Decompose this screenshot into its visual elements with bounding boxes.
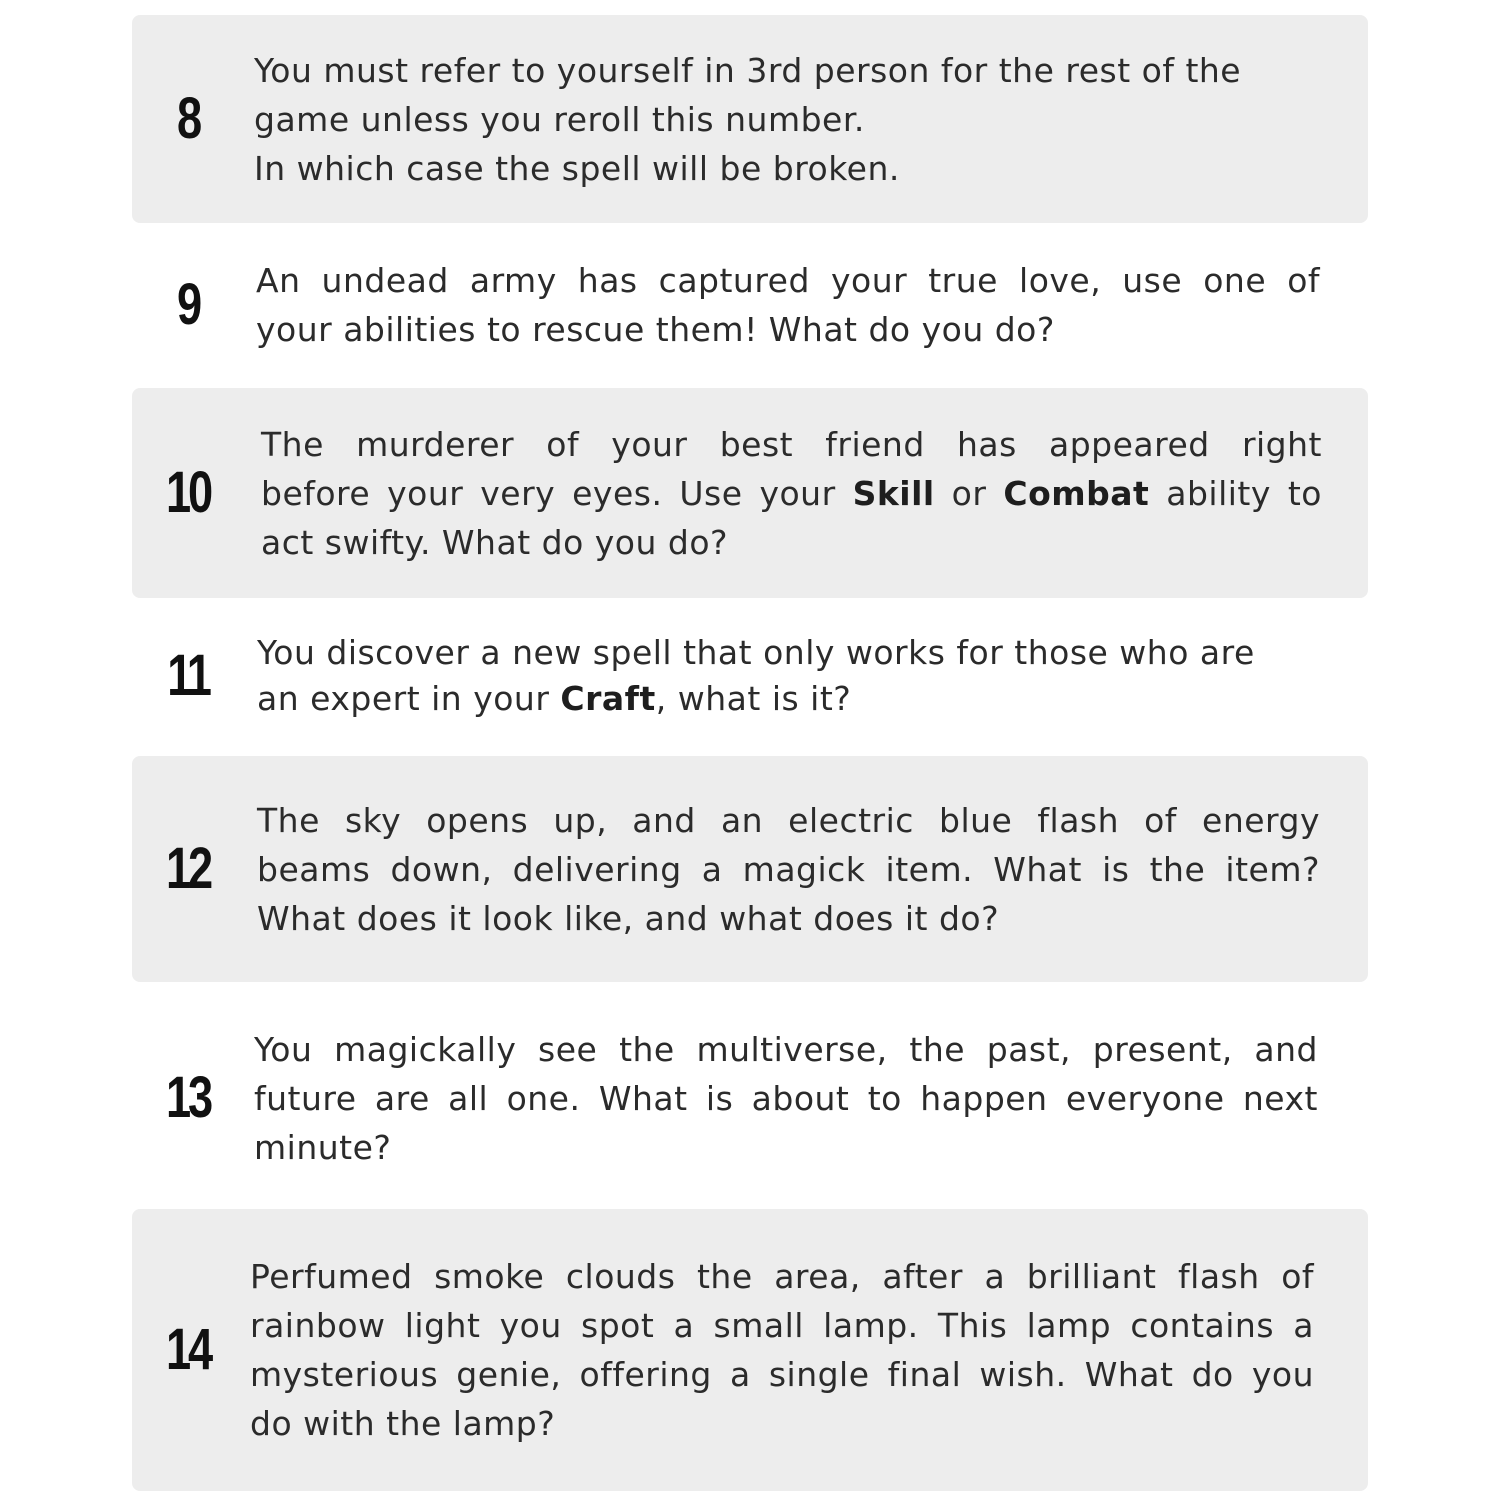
entry-text (254, 1000, 1318, 1196)
craft-keyword: Craft (560, 679, 656, 718)
entry-number: 8 (176, 86, 200, 151)
entry-line: Perfumed smoke clouds the area, after a brilliant flash of (250, 1257, 1314, 1296)
entry-line: game unless you reroll this number. (254, 99, 865, 139)
entry-number: 14 (165, 1317, 211, 1382)
entry-8 (132, 15, 1368, 223)
entry-line: An undead army has captured your true love, use one of (256, 261, 1320, 300)
entry-13 (132, 1000, 1368, 1196)
entry-line: The murderer of your best friend has appeared right (261, 424, 1322, 464)
entry-line: do with the lamp? (250, 1404, 556, 1443)
entry-number: 11 (167, 643, 209, 708)
entry-line: In which case the spell will be broken. (254, 148, 900, 188)
entry-line: rainbow light you spot a small lamp. This lamp contains a (250, 1306, 1314, 1345)
entry-line: The sky opens up, and an electric blue flash of energy (257, 800, 1320, 840)
entry-line: act swifty. What do you do? (261, 522, 729, 562)
entry-text (257, 612, 1322, 740)
entry-text (257, 756, 1320, 982)
entry-line: before your very eyes. Use your Skill or Combat ability to (261, 473, 1322, 513)
entry-line: You magickally see the multiverse, the past, present, and (254, 1029, 1318, 1069)
entry-11 (132, 612, 1368, 740)
entry-line: What does it look like, and what does it do? (257, 898, 1000, 938)
entry-line: beams down, delivering a magick item. What is the item? (257, 849, 1320, 889)
entry-line: future are all one. What is about to happen everyone next (254, 1078, 1318, 1118)
entry-number: 12 (165, 836, 211, 901)
combat-keyword: Combat (1003, 473, 1150, 513)
entry-line: You must refer to yourself in 3rd person for the rest of the (254, 50, 1242, 90)
entry-text (261, 388, 1322, 598)
entry-number: 10 (165, 460, 211, 525)
entry-12 (132, 756, 1368, 982)
entry-text (250, 1209, 1314, 1491)
entry-9 (132, 237, 1368, 373)
entry-text (254, 15, 1319, 223)
entry-line: an expert in your Craft, what is it? (257, 679, 852, 718)
entry-line: mysterious genie, offering a single final wish. What do you (250, 1355, 1314, 1394)
entry-line: your abilities to rescue them! What do you do? (256, 310, 1055, 349)
entry-14 (132, 1209, 1368, 1491)
entry-10 (132, 388, 1368, 598)
skill-keyword: Skill (852, 473, 935, 513)
entry-text (256, 237, 1320, 373)
entry-number: 13 (165, 1065, 211, 1130)
entry-line: minute? (254, 1127, 392, 1167)
entry-number: 9 (176, 272, 200, 337)
entry-line: You discover a new spell that only works for those who are (257, 633, 1255, 672)
